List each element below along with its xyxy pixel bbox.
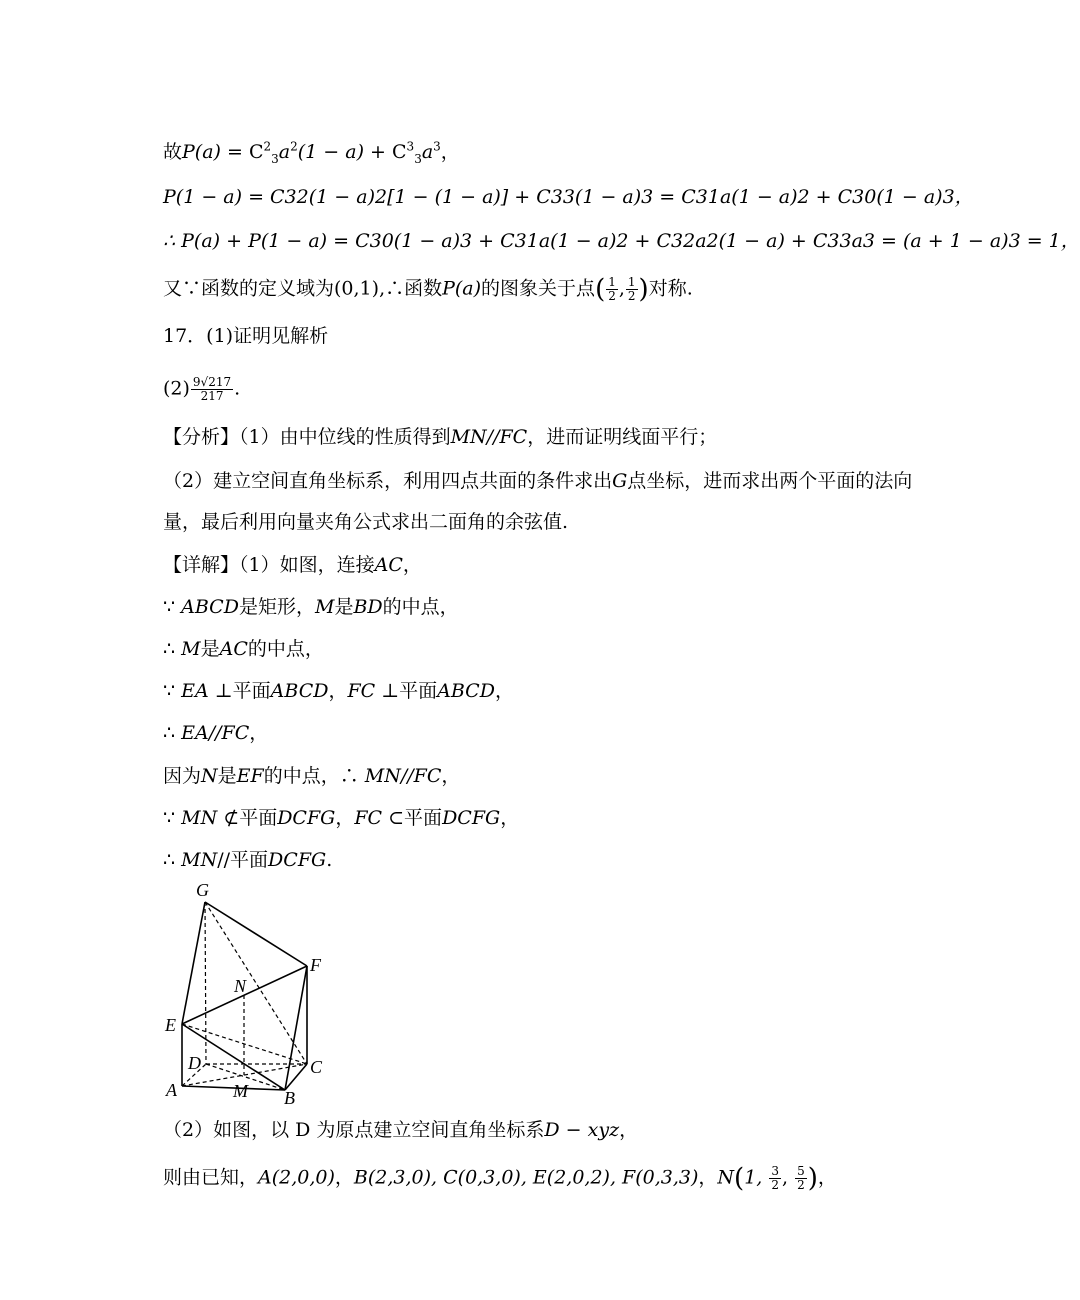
fraction-half: $\frac{1}{2}$ xyxy=(627,275,636,303)
text-line-12: ∴ M是AC的中点， xyxy=(163,638,324,660)
text-line-17: ∴ MN//平面DCFG. xyxy=(163,849,333,871)
text-line-13: ∵ EA ⊥平面ABCD，FC ⊥平面ABCD， xyxy=(163,680,514,702)
text-line-2: P(1 − a) = C32(1 − a)2[1 − (1 − a)] + C33(1 − a)3 = C31a(1 − a)2 + C30(1 − a)3， xyxy=(163,186,974,208)
text-line-7: 【分析】（1）由中位线的性质得到MN//FC，进而证明线面平行； xyxy=(163,426,718,448)
text-line-16: ∵ MN ⊄平面DCFG，FC ⊂平面DCFG， xyxy=(163,807,520,829)
text-line-3: ∴ P(a) + P(1 − a) = C30(1 − a)3 + C31a(1 − a)2 + C32a2(1 − a) + C33a3 = (a + 1 − a)3 = 1， xyxy=(163,230,1080,252)
text-line-19: 则由已知，A(2,0,0)，B(2,3,0), C(0,3,0), E(2,0,2), F(0,3,3)，N(1, $\frac{3}{2}$ , $\frac{5}{2}$ )， xyxy=(163,1163,837,1194)
text-line-4: 又∵函数的定义域为(0,1),∴函数P(a)的图象关于点( $\frac{1}{2}$ , $\frac{1}{2}$ )对称. xyxy=(163,274,693,305)
text-line-10: 【详解】（1）如图，连接AC， xyxy=(163,554,422,576)
text-line-11: ∵ ABCD是矩形，M是BD的中点， xyxy=(163,596,459,618)
text-line-1: 故$P(a) = C^2_3a^2(1 - a) + C^3_3a^3$， xyxy=(163,139,460,166)
label-F: F xyxy=(310,955,321,975)
edge-GF xyxy=(205,902,307,966)
text-line-18: （2）如图，以 D 为原点建立空间直角坐标系D − xyz， xyxy=(163,1119,639,1141)
text-line-15: 因为N是EF的中点，∴ MN//FC， xyxy=(163,765,461,787)
geometry-figure xyxy=(160,878,360,1108)
fraction-five-halves: $\frac{5}{2}$ xyxy=(797,1164,805,1192)
label-G: G xyxy=(196,880,209,900)
text-line-6: (2) $\frac{9√217}{217}$ . xyxy=(163,375,241,403)
label-B: B xyxy=(284,1088,295,1108)
text-line-14: ∴ EA//FC， xyxy=(163,722,269,744)
fraction-three-halves: $\frac{3}{2}$ xyxy=(771,1164,779,1192)
text-line-8: （2）建立空间直角坐标系，利用四点共面的条件求出G点坐标，进而求出两个平面的法向 xyxy=(163,470,913,492)
edge-GC xyxy=(205,902,307,1064)
text-line-9: 量，最后利用向量夹角公式求出二面角的余弦值. xyxy=(163,511,569,533)
label-C: C xyxy=(310,1057,323,1077)
edge-BF xyxy=(285,966,307,1090)
label-N: N xyxy=(234,976,247,996)
label-A: A xyxy=(166,1080,177,1100)
text-line-5: 17．(1)证明见解析 xyxy=(163,325,329,347)
label-E: E xyxy=(165,1015,176,1035)
label-D: D xyxy=(188,1053,201,1073)
fraction-answer: $\frac{9√217}{217}$ xyxy=(192,375,232,403)
label-M: M xyxy=(233,1081,248,1101)
fraction-half: $\frac{1}{2}$ xyxy=(608,275,616,303)
edge-GE xyxy=(182,902,205,1024)
